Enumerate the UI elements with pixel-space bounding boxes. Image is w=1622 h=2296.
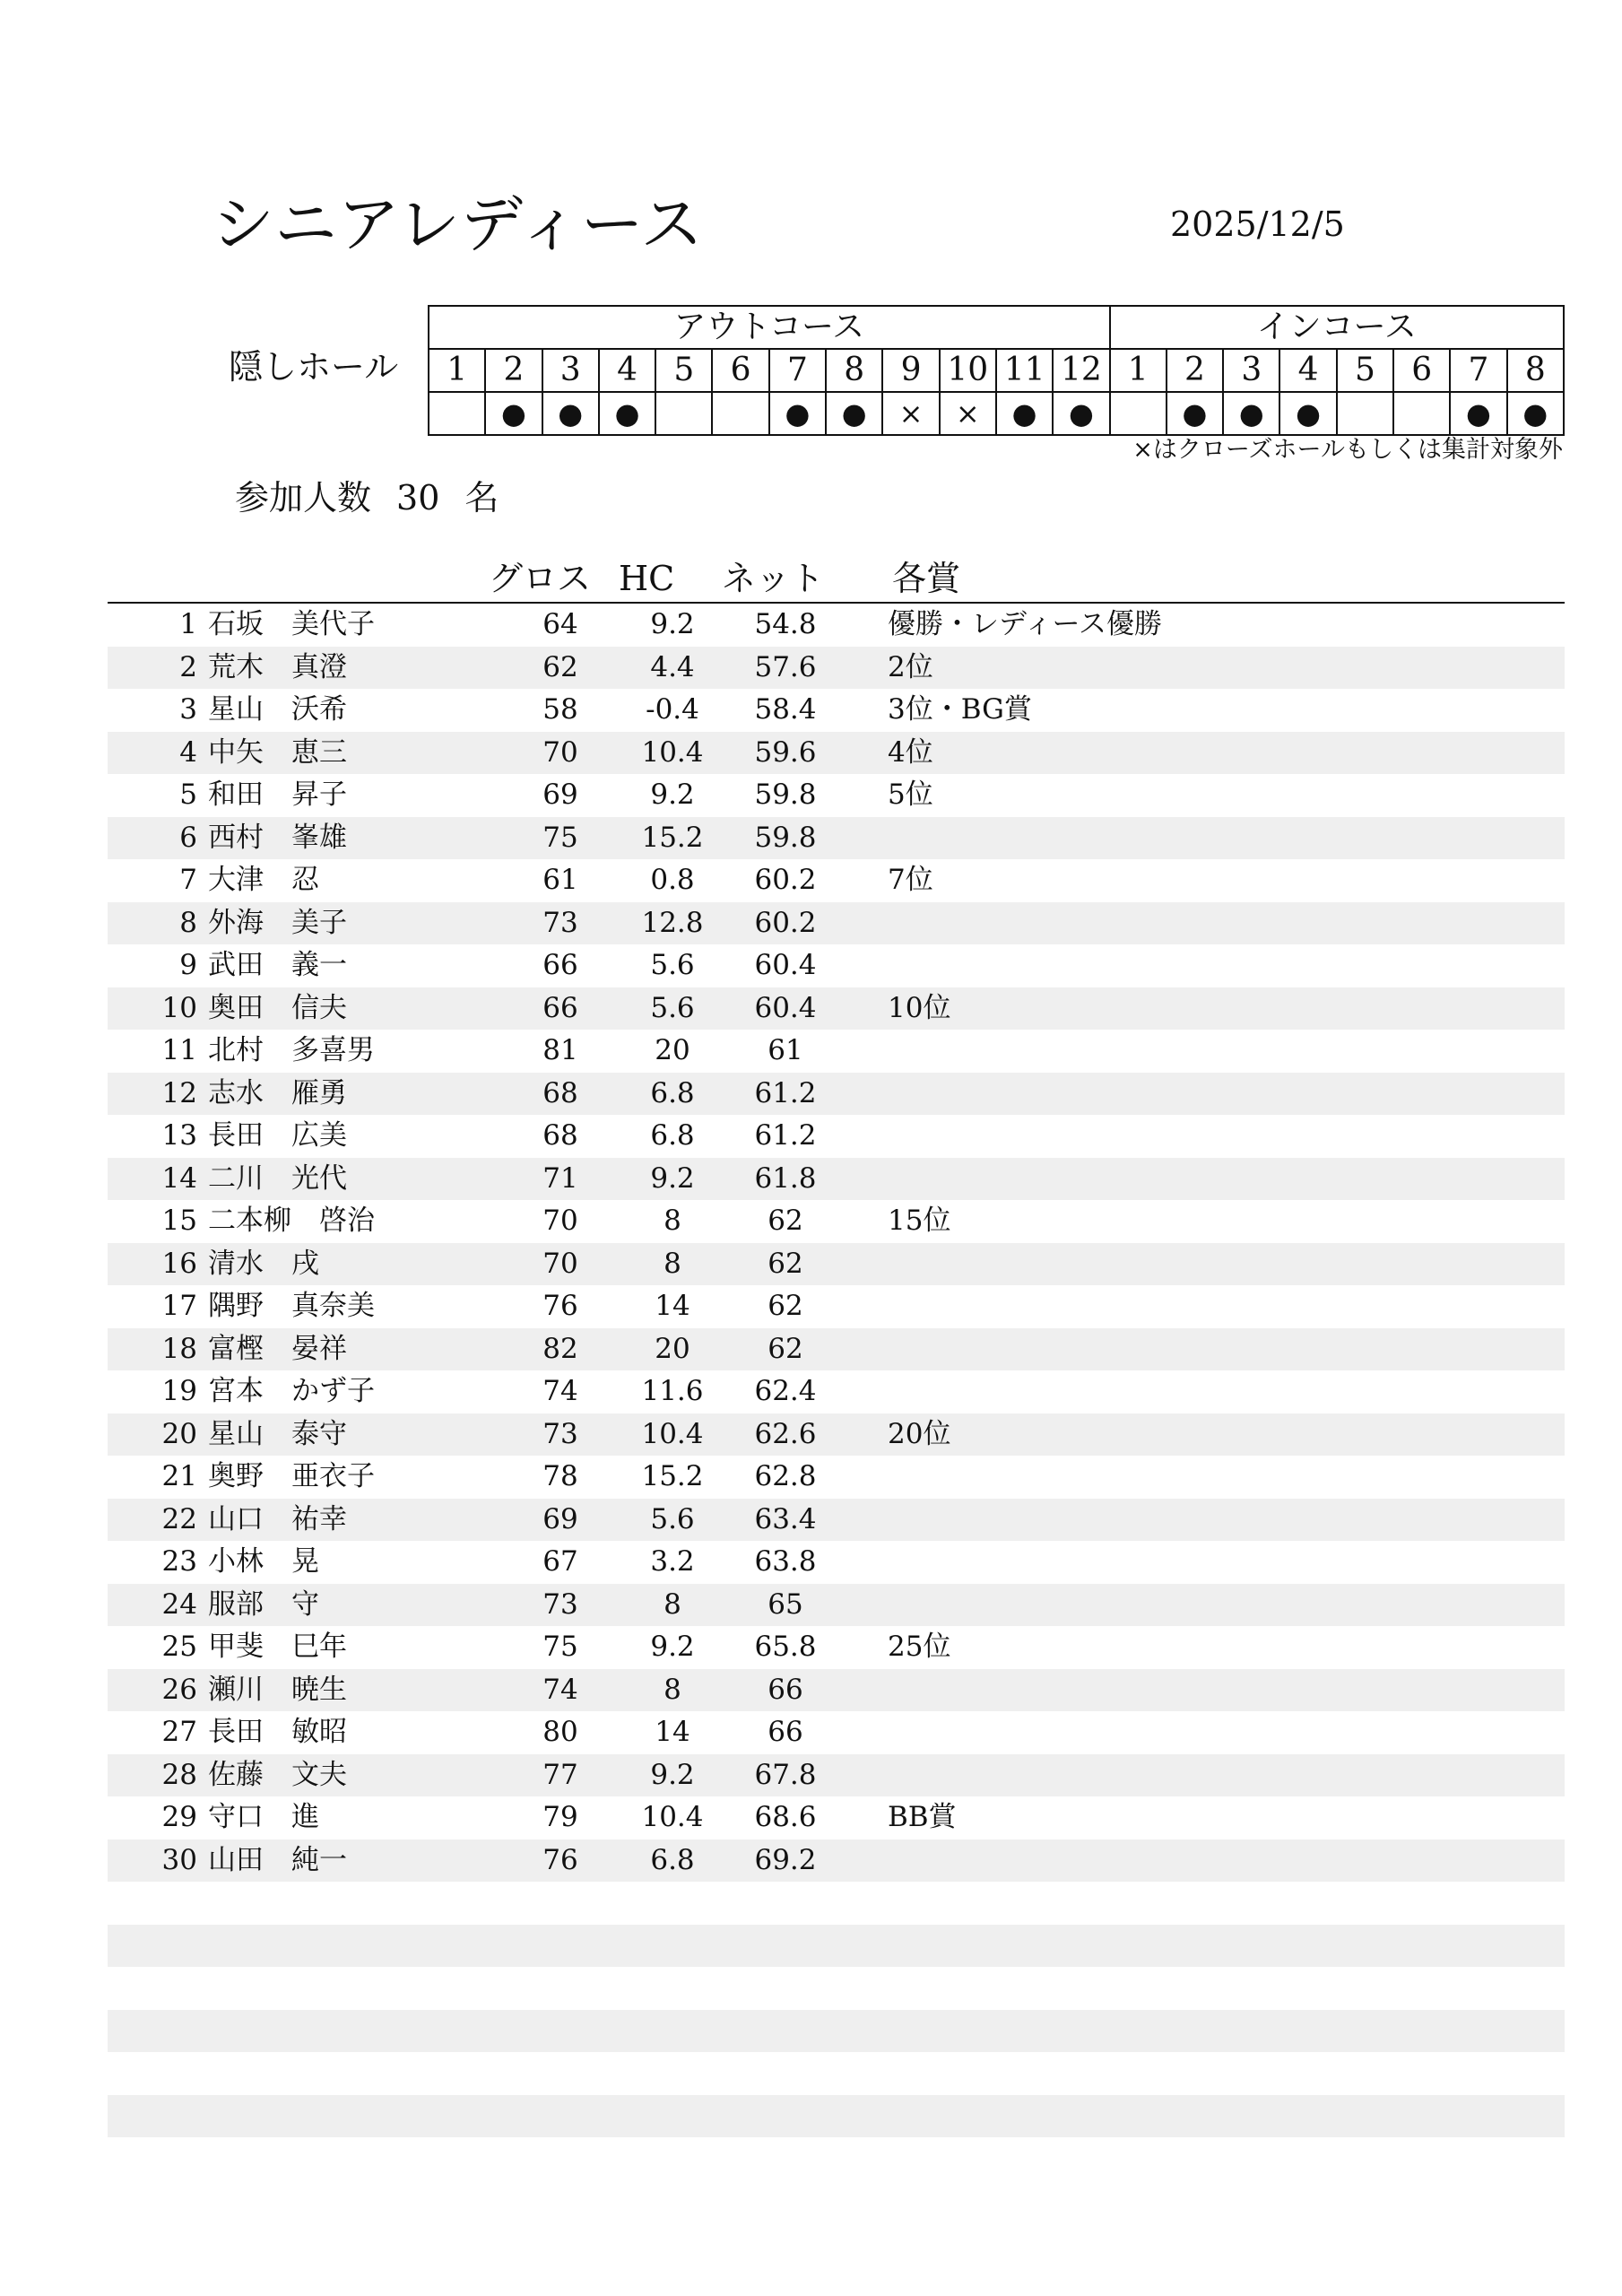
row-gross: 61: [542, 864, 578, 896]
row-name: 小林 晃: [208, 1545, 319, 1578]
row-rank: 25: [161, 1631, 197, 1663]
row-hc: 8: [664, 1587, 681, 1621]
table-row: [108, 1839, 1565, 1883]
in-hole-mark: ●: [1450, 392, 1506, 435]
row-rank: 27: [161, 1716, 197, 1748]
row-net: 61.2: [754, 1076, 817, 1109]
table-row: [108, 1584, 1565, 1627]
row-name: 佐藤 文夫: [208, 1758, 347, 1791]
row-hc: 15.2: [641, 821, 704, 854]
table-row: [108, 1073, 1565, 1116]
row-net: 63.4: [754, 1502, 817, 1535]
row-hc: 9.2: [650, 1161, 695, 1195]
out-hole-mark: ×: [940, 392, 996, 435]
row-gross: 68: [542, 1119, 578, 1152]
row-name: 山口 祐幸: [208, 1502, 347, 1535]
column-header-gross: グロス: [489, 559, 592, 598]
row-net: 60.4: [754, 949, 817, 981]
participant-count-unit: 名: [464, 478, 499, 517]
table-row: [108, 2052, 1565, 2095]
out-hole-number: 4: [599, 349, 655, 392]
out-hole-mark: ●: [826, 392, 882, 435]
table-row: [108, 1285, 1565, 1328]
row-gross: 69: [542, 1502, 578, 1535]
row-net: 66: [768, 1716, 803, 1748]
row-award: 10位: [888, 991, 951, 1024]
row-name: 服部 守: [208, 1587, 319, 1621]
row-net: 60.4: [754, 991, 817, 1024]
row-name: 志水 雁勇: [208, 1076, 347, 1109]
row-rank: 21: [161, 1460, 197, 1492]
participant-count-label: 参加人数: [235, 478, 372, 517]
out-hole-number: 1: [429, 349, 485, 392]
table-row: [108, 1456, 1565, 1499]
row-name: 石坂 美代子: [208, 608, 375, 640]
in-hole-number: 1: [1110, 349, 1167, 392]
row-net: 66: [768, 1673, 803, 1706]
out-hole-number: 7: [769, 349, 826, 392]
row-net: 62: [768, 1205, 803, 1237]
row-net: 65.8: [754, 1631, 817, 1663]
in-hole-number: 4: [1279, 349, 1336, 392]
row-gross: 82: [542, 1332, 578, 1365]
table-row: [108, 1669, 1565, 1712]
table-row: [108, 1711, 1565, 1754]
row-name: 長田 広美: [208, 1119, 347, 1152]
row-rank: 22: [161, 1502, 197, 1535]
out-hole-number: 5: [655, 349, 712, 392]
row-gross: 74: [542, 1375, 578, 1407]
out-hole-number: 8: [826, 349, 882, 392]
column-header-hc: HC: [619, 559, 675, 598]
row-rank: 30: [161, 1843, 197, 1876]
row-name: 和田 昇子: [208, 778, 347, 811]
participant-count-value: 30: [396, 478, 440, 517]
row-rank: 26: [161, 1673, 197, 1706]
table-row: [108, 1413, 1565, 1457]
table-row: [108, 1882, 1565, 1925]
table-row: [108, 1541, 1565, 1584]
table-row: [108, 1370, 1565, 1413]
row-gross: 73: [542, 906, 578, 939]
row-net: 67.8: [754, 1758, 817, 1791]
row-net: 60.2: [754, 906, 817, 939]
row-gross: 73: [542, 1587, 578, 1621]
row-net: 59.8: [754, 778, 817, 811]
row-gross: 66: [542, 949, 578, 981]
out-hole-mark: ●: [996, 392, 1053, 435]
row-hc: 15.2: [641, 1460, 704, 1492]
column-header-award: 各賞: [892, 559, 961, 598]
row-name: 宮本 かず子: [208, 1375, 375, 1407]
row-rank: 18: [161, 1332, 197, 1365]
row-rank: 4: [179, 735, 197, 769]
table-row: [108, 1754, 1565, 1797]
row-hc: 20: [655, 1034, 690, 1066]
out-hole-mark: [429, 392, 485, 435]
row-net: 62.6: [754, 1417, 817, 1450]
in-hole-mark: ●: [1167, 392, 1223, 435]
row-net: 62: [768, 1332, 803, 1365]
row-name: 二本柳 啓治: [208, 1205, 375, 1237]
event-date: 2025/12/5: [1170, 204, 1345, 244]
table-row: [108, 2137, 1565, 2180]
table-row: [108, 902, 1565, 945]
row-net: 57.6: [754, 650, 817, 683]
row-award: 優勝・レディース優勝: [888, 608, 1162, 640]
out-hole-mark: ●: [485, 392, 542, 435]
row-net: 59.6: [754, 735, 817, 769]
row-name: 外海 美子: [208, 906, 347, 939]
page-title: シニアレディース: [212, 187, 704, 261]
row-rank: 24: [161, 1587, 197, 1621]
table-row: [108, 859, 1565, 902]
row-hc: 10.4: [641, 1417, 704, 1450]
table-row: [108, 774, 1565, 817]
row-name: 奥田 信夫: [208, 991, 347, 1024]
row-name: 中矢 恵三: [208, 735, 347, 769]
row-hc: 5.6: [650, 1502, 695, 1535]
row-hc: 8: [664, 1247, 681, 1280]
table-row: [108, 1158, 1565, 1201]
row-award: 4位: [888, 735, 933, 769]
table-row: [108, 987, 1565, 1031]
row-name: 瀬川 暁生: [208, 1673, 347, 1706]
row-gross: 64: [542, 608, 578, 640]
in-hole-number: 2: [1167, 349, 1223, 392]
out-hole-number: 6: [712, 349, 768, 392]
in-hole-mark: ●: [1279, 392, 1336, 435]
table-row: [108, 1626, 1565, 1669]
in-hole-mark: [1337, 392, 1393, 435]
table-row: [108, 1796, 1565, 1839]
row-net: 65: [768, 1587, 803, 1621]
row-gross: 62: [542, 650, 578, 683]
results-list: [108, 604, 1565, 2180]
row-gross: 58: [542, 693, 578, 726]
out-hole-mark: [655, 392, 712, 435]
row-hc: 11.6: [641, 1375, 704, 1407]
out-hole-number: 10: [940, 349, 996, 392]
row-gross: 67: [542, 1545, 578, 1578]
row-name: 長田 敏昭: [208, 1716, 347, 1748]
row-name: 奥野 亜衣子: [208, 1460, 375, 1492]
row-gross: 70: [542, 1205, 578, 1237]
row-gross: 71: [542, 1161, 578, 1195]
closed-hole-note: ×はクローズホールもしくは集計対象外: [1132, 436, 1563, 464]
out-hole-number: 2: [485, 349, 542, 392]
row-rank: 14: [161, 1161, 197, 1195]
out-hole-mark: ●: [599, 392, 655, 435]
row-hc: 5.6: [650, 991, 695, 1024]
row-hc: 4.4: [650, 650, 695, 683]
row-name: 富樫 晏祥: [208, 1332, 347, 1365]
row-gross: 66: [542, 991, 578, 1024]
out-hole-mark: ●: [769, 392, 826, 435]
hidden-holes-label: 隠しホール: [229, 347, 399, 387]
row-hc: 6.8: [650, 1076, 695, 1109]
row-rank: 17: [161, 1290, 197, 1322]
row-hc: 6.8: [650, 1843, 695, 1876]
row-rank: 12: [161, 1076, 197, 1109]
row-hc: 14: [655, 1290, 690, 1322]
table-row: [108, 732, 1565, 775]
row-net: 62: [768, 1290, 803, 1322]
in-hole-mark: ●: [1223, 392, 1279, 435]
row-rank: 9: [179, 949, 197, 981]
row-award: 3位・BG賞: [888, 693, 1032, 726]
table-row: [108, 1967, 1565, 2010]
row-hc: 20: [655, 1332, 690, 1365]
out-hole-number: 3: [542, 349, 599, 392]
out-course-header: アウトコース: [429, 306, 1110, 349]
table-row: [108, 944, 1565, 987]
row-rank: 16: [161, 1247, 197, 1280]
row-rank: 6: [179, 821, 197, 854]
row-hc: 10.4: [641, 735, 704, 769]
out-hole-number: 9: [882, 349, 939, 392]
row-name: 西村 峯雄: [208, 821, 347, 854]
out-hole-mark: [712, 392, 768, 435]
in-hole-number: 8: [1507, 349, 1564, 392]
row-gross: 79: [542, 1801, 578, 1833]
row-rank: 15: [161, 1205, 197, 1237]
row-net: 61.8: [754, 1161, 817, 1195]
row-net: 54.8: [754, 608, 817, 640]
row-name: 守口 進: [208, 1801, 319, 1833]
row-hc: 9.2: [650, 778, 695, 811]
row-name: 星山 沃希: [208, 693, 347, 726]
row-gross: 76: [542, 1290, 578, 1322]
row-hc: 8: [664, 1205, 681, 1237]
table-row: [108, 647, 1565, 690]
row-rank: 29: [161, 1801, 197, 1833]
course-header-row: [429, 306, 1564, 349]
row-rank: 8: [179, 906, 197, 939]
row-rank: 11: [161, 1034, 197, 1066]
row-rank: 19: [161, 1375, 197, 1407]
row-gross: 77: [542, 1758, 578, 1791]
out-hole-mark: ×: [882, 392, 939, 435]
row-award: 15位: [888, 1205, 951, 1237]
row-gross: 75: [542, 1631, 578, 1663]
row-net: 62: [768, 1247, 803, 1280]
row-award: BB賞: [888, 1801, 957, 1833]
row-hc: 3.2: [650, 1545, 695, 1578]
in-hole-number: 5: [1337, 349, 1393, 392]
row-gross: 73: [542, 1417, 578, 1450]
row-rank: 23: [161, 1545, 197, 1578]
in-hole-mark: [1110, 392, 1167, 435]
table-row: [108, 2010, 1565, 2053]
row-rank: 7: [179, 864, 197, 896]
row-rank: 1: [179, 608, 197, 640]
row-net: 61: [768, 1034, 803, 1066]
out-hole-number: 11: [996, 349, 1053, 392]
in-hole-mark: [1393, 392, 1450, 435]
row-name: 荒木 真澄: [208, 650, 347, 683]
row-rank: 28: [161, 1758, 197, 1791]
column-header-net: ネット: [722, 559, 825, 598]
out-hole-mark: ●: [1053, 392, 1109, 435]
row-rank: 3: [179, 693, 197, 726]
row-net: 61.2: [754, 1119, 817, 1152]
row-net: 63.8: [754, 1545, 817, 1578]
table-row: [108, 1499, 1565, 1542]
row-hc: 10.4: [641, 1801, 704, 1833]
row-name: 北村 多喜男: [208, 1034, 375, 1066]
row-net: 62.4: [754, 1375, 817, 1407]
row-rank: 5: [179, 778, 197, 811]
table-row: [108, 817, 1565, 860]
participant-count: [235, 475, 499, 520]
row-net: 69.2: [754, 1843, 817, 1876]
row-gross: 70: [542, 1247, 578, 1280]
row-name: 星山 泰守: [208, 1417, 347, 1450]
row-name: 隅野 真奈美: [208, 1290, 375, 1322]
row-hc: 5.6: [650, 949, 695, 981]
row-hc: 14: [655, 1716, 690, 1748]
row-gross: 69: [542, 778, 578, 811]
row-gross: 68: [542, 1076, 578, 1109]
hole-number-row: [429, 349, 1564, 392]
row-hc: 12.8: [641, 906, 704, 939]
row-name: 清水 戌: [208, 1247, 319, 1280]
row-name: 武田 義一: [208, 949, 347, 981]
row-hc: 8: [664, 1673, 681, 1706]
hole-mark-row: [429, 392, 1564, 435]
in-hole-number: 7: [1450, 349, 1506, 392]
row-hc: 9.2: [650, 1631, 695, 1663]
row-award: 2位: [888, 650, 933, 683]
in-course-header: インコース: [1110, 306, 1564, 349]
table-row: [108, 1115, 1565, 1158]
row-rank: 13: [161, 1119, 197, 1152]
in-hole-mark: ●: [1507, 392, 1564, 435]
row-rank: 2: [179, 650, 197, 683]
table-row: [108, 1925, 1565, 1968]
row-hc: 9.2: [650, 1758, 695, 1791]
row-rank: 10: [161, 991, 197, 1024]
row-net: 59.8: [754, 821, 817, 854]
in-hole-number: 6: [1393, 349, 1450, 392]
row-gross: 81: [542, 1034, 578, 1066]
row-gross: 76: [542, 1843, 578, 1876]
row-rank: 20: [161, 1417, 197, 1450]
row-name: 大津 忍: [208, 864, 319, 896]
row-name: 甲斐 巳年: [208, 1631, 347, 1663]
out-hole-number: 12: [1053, 349, 1109, 392]
row-name: 山田 純一: [208, 1843, 347, 1876]
row-net: 68.6: [754, 1801, 817, 1833]
row-name: 二川 光代: [208, 1161, 347, 1195]
row-hc: 9.2: [650, 608, 695, 640]
row-award: 25位: [888, 1631, 951, 1663]
row-hc: 6.8: [650, 1119, 695, 1152]
row-award: 7位: [888, 864, 933, 896]
row-net: 60.2: [754, 864, 817, 896]
row-net: 58.4: [754, 693, 817, 726]
table-row: [108, 604, 1565, 647]
row-hc: 0.8: [650, 864, 695, 896]
row-gross: 80: [542, 1716, 578, 1748]
in-hole-number: 3: [1223, 349, 1279, 392]
table-row: [108, 689, 1565, 732]
out-hole-mark: ●: [542, 392, 599, 435]
row-gross: 70: [542, 735, 578, 769]
row-award: 5位: [888, 778, 933, 811]
table-row: [108, 1243, 1565, 1286]
row-net: 62.8: [754, 1460, 817, 1492]
table-row: [108, 1200, 1565, 1243]
row-gross: 74: [542, 1673, 578, 1706]
row-gross: 78: [542, 1460, 578, 1492]
row-gross: 75: [542, 821, 578, 854]
row-award: 20位: [888, 1417, 951, 1450]
row-hc: -0.4: [646, 693, 699, 726]
table-row: [108, 2095, 1565, 2138]
table-row: [108, 1030, 1565, 1073]
hidden-holes-table: [428, 305, 1565, 436]
table-row: [108, 1328, 1565, 1371]
